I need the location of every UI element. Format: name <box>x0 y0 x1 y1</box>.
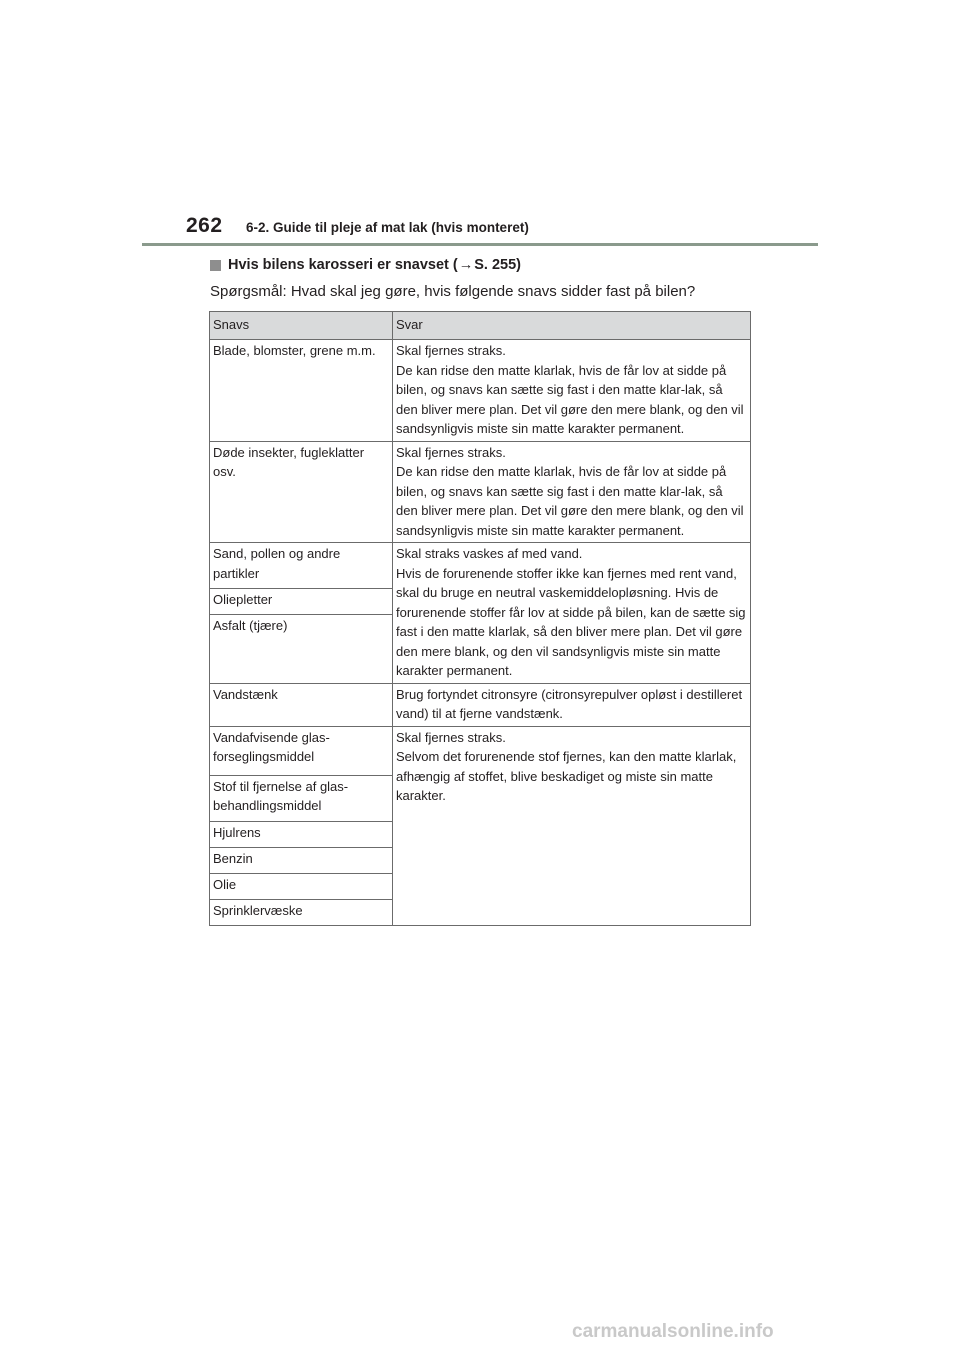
table-row <box>210 543 751 589</box>
dirt-cell: Vandafvisende glas-forseglingsmiddel <box>210 726 393 775</box>
dirt-cell: Sprinklervæske <box>210 899 393 925</box>
dirt-table <box>209 311 751 926</box>
square-bullet-icon <box>210 260 221 271</box>
answer-cell <box>393 340 751 442</box>
answer-cell: Brug fortyndet citronsyre (citronsyrepulver opløst i destilleret vand) til at fjerne vandstænk. <box>393 683 751 726</box>
dirt-cell: Vandstænk <box>210 683 393 726</box>
answer-line: Selvom det forurenende stof fjernes, kan den matte klarlak, afhængig af stoffet, blive beskadiget og miste sin matte karakter. <box>396 749 737 803</box>
table-header-row <box>210 312 751 340</box>
answer-line: Skal fjernes straks. <box>396 343 506 358</box>
answer-cell <box>393 441 751 543</box>
column-header-answer: Svar <box>393 312 751 340</box>
page-number: 262 <box>186 214 223 237</box>
answer-line: Hvis de forurenende stoffer ikke kan fjernes med rent vand, skal du bruge en neutral vaskemiddelopløsning. Hvis de forurenende stoffer får lov at sidde på bilen, kan de sætte sig fast i den matte klarlak, så den bliver mere plan. Det vil gøre den mere blank, og den vil sandsynligvis miste sin matte karakter permanent. <box>396 565 746 678</box>
dirt-cell: Blade, blomster, grene m.m. <box>210 340 393 442</box>
dirt-cell: Olie <box>210 873 393 899</box>
answer-line: De kan ridse den matte klarlak, hvis de får lov at sidde på bilen, og snavs kan sætte sig fast i den matte klar-lak, så den bliver mere plan. Det vil gøre den mere blank, og den vil sandsynligvis miste sin matte karakter permanent. <box>396 464 744 538</box>
table-row <box>210 441 751 543</box>
answer-line: Skal fjernes straks. <box>396 444 506 460</box>
column-header-dirt: Snavs <box>210 312 393 340</box>
site-watermark: carmanualsonline.info <box>572 1321 774 1342</box>
chapter-title: 6-2. Guide til pleje af mat lak (hvis monteret) <box>246 220 529 235</box>
question-intro: Spørgsmål: Hvad skal jeg gøre, hvis følgende snavs sidder fast på bilen? <box>210 283 696 300</box>
dirt-cell: Døde insekter, fugleklatter osv. <box>210 441 393 543</box>
header-divider <box>142 243 818 246</box>
dirt-cell: Stof til fjernelse af glas-behandlingsmiddel <box>210 775 393 821</box>
answer-line: Skal straks vaskes af med vand. <box>396 546 583 561</box>
dirt-cell: Hjulrens <box>210 821 393 847</box>
dirt-cell: Benzin <box>210 847 393 873</box>
table-row <box>210 683 751 726</box>
table-row <box>210 726 751 775</box>
table-row <box>210 340 751 442</box>
answer-line: De kan ridse den matte klarlak, hvis de får lov at sidde på bilen, og snavs kan sætte sig fast i den matte klar-lak, så den bliver mere plan. Det vil gøre den mere blank, og den vil sandsynligvis miste sin matte karakter permanent. <box>396 362 744 436</box>
dirt-cell: Oliepletter <box>210 589 393 615</box>
answer-cell <box>393 543 751 684</box>
arrow-right-icon: → <box>458 257 474 273</box>
heading-text: Hvis bilens karosseri er snavset ( <box>228 257 458 273</box>
answer-line: Skal fjernes straks. <box>396 729 506 745</box>
section-heading <box>210 257 521 273</box>
page-reference-link[interactable]: S. 255) <box>474 257 521 273</box>
answer-cell <box>393 726 751 925</box>
dirt-cell: Asfalt (tjære) <box>210 615 393 683</box>
dirt-cell: Sand, pollen og andre partikler <box>210 543 393 589</box>
